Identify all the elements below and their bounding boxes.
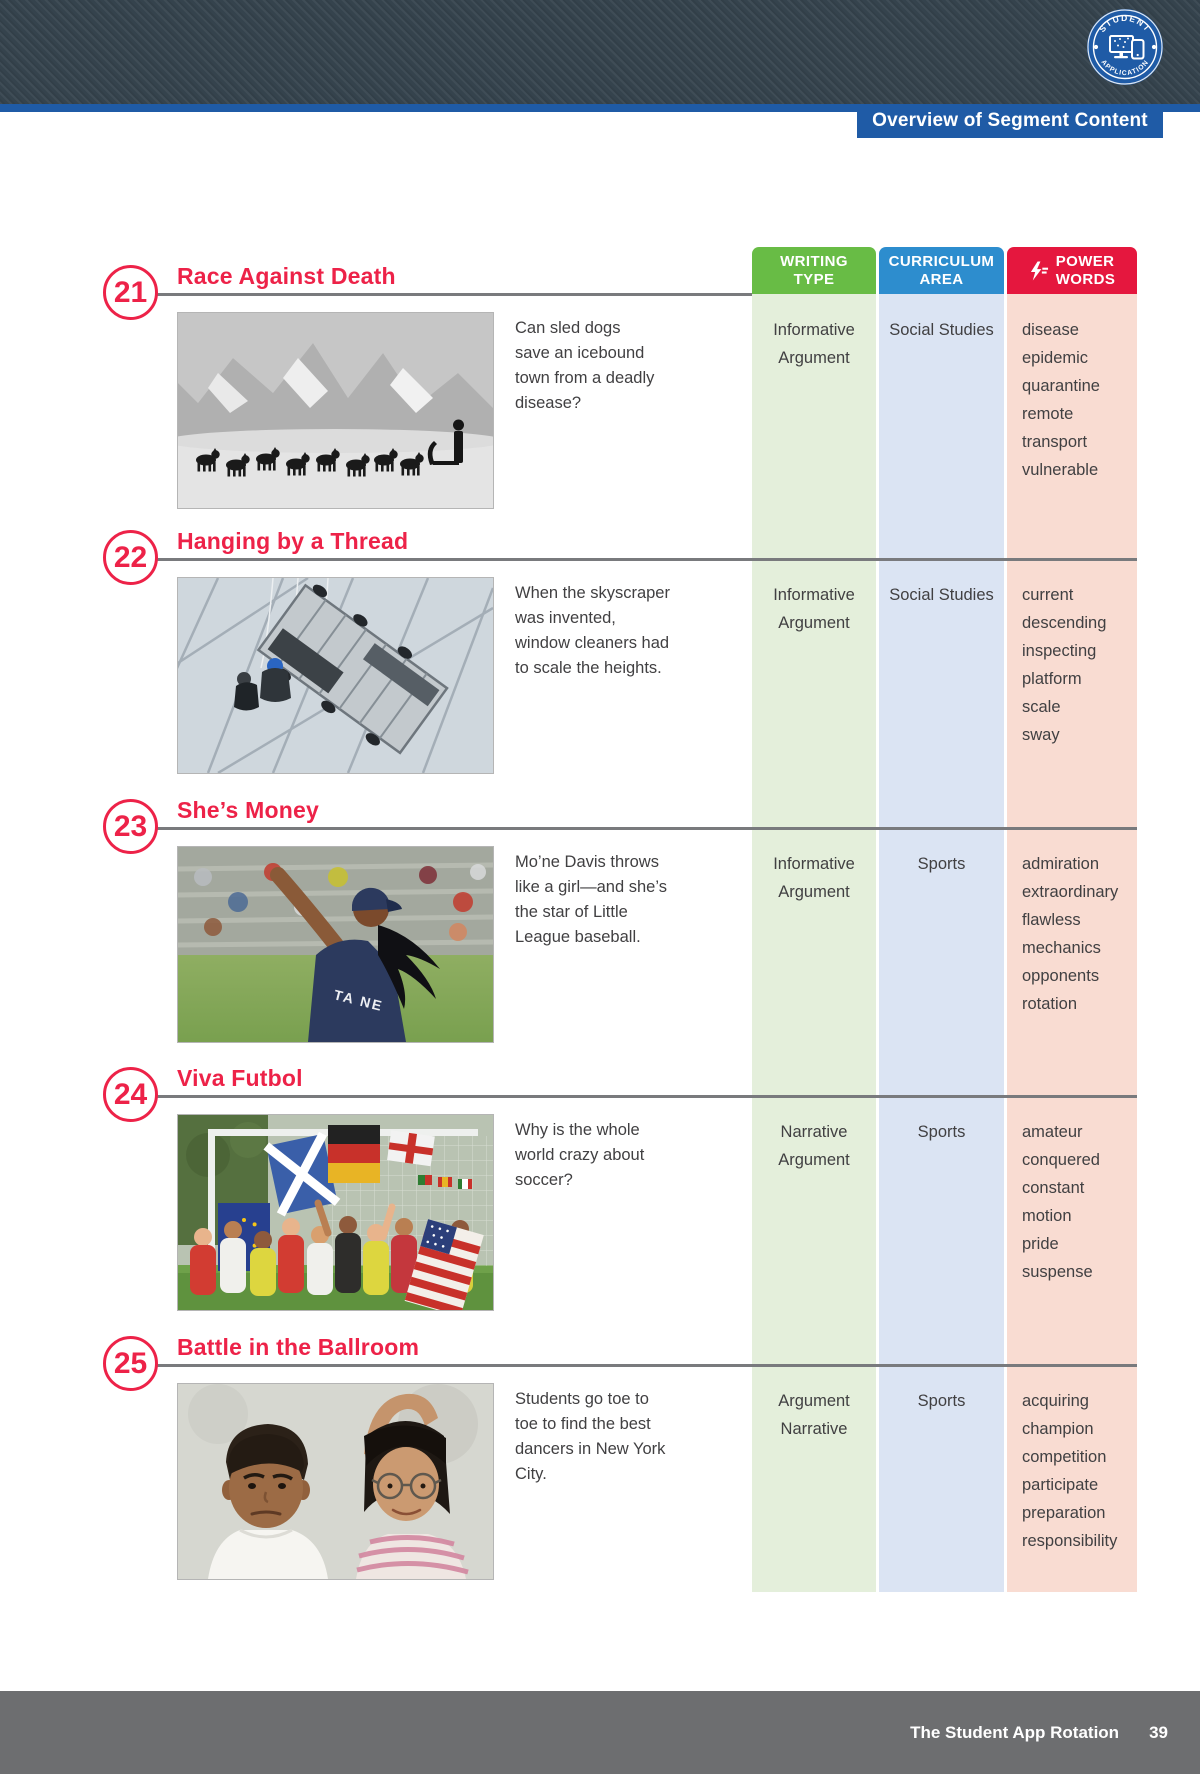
segment-description bbox=[515, 1387, 665, 1487]
divider-rule bbox=[140, 558, 1137, 561]
curriculum-area-value: Sports bbox=[917, 855, 966, 873]
power-word: rotation bbox=[1022, 995, 1078, 1013]
writing-type-value: Informative bbox=[773, 586, 855, 604]
curriculum-area-value: Sports bbox=[917, 1123, 966, 1141]
power-words-header-lines bbox=[1056, 253, 1116, 289]
power-word: transport bbox=[1022, 433, 1088, 451]
power-word: champion bbox=[1022, 1420, 1094, 1438]
power-word: motion bbox=[1022, 1207, 1072, 1225]
power-word: opponents bbox=[1022, 967, 1100, 985]
description-line: save an icebound bbox=[515, 344, 645, 362]
page-number: 39 bbox=[1149, 1722, 1168, 1742]
footer-title: The Student App Rotation bbox=[910, 1722, 1120, 1742]
segment-description bbox=[515, 581, 670, 681]
description-line: like a girl—and she’s bbox=[515, 878, 667, 896]
section-tagline-text: Overview of Segment Content bbox=[872, 110, 1148, 131]
description-line: soccer? bbox=[515, 1171, 573, 1189]
writing-type-value: Argument bbox=[778, 883, 850, 901]
power-words-header-line: WORDS bbox=[1055, 270, 1116, 288]
writing-type-cell bbox=[752, 1118, 876, 1174]
writing-type-cell bbox=[752, 1387, 876, 1443]
segment-number-badge bbox=[103, 530, 158, 585]
student-application-badge bbox=[1085, 7, 1165, 87]
writing-type-value: Argument bbox=[778, 614, 850, 632]
power-word: sway bbox=[1022, 726, 1060, 744]
photo-sled-dog-team bbox=[177, 312, 494, 509]
power-word: suspense bbox=[1022, 1263, 1093, 1281]
curriculum-area-header bbox=[879, 247, 1004, 294]
power-word: competition bbox=[1022, 1448, 1107, 1466]
segment-number: 25 bbox=[113, 1346, 148, 1380]
curriculum-area-value: Sports bbox=[917, 1392, 966, 1410]
curriculum-area-value: Social Studies bbox=[889, 586, 994, 604]
curriculum-area-cell bbox=[879, 1387, 1004, 1415]
power-word: disease bbox=[1022, 321, 1079, 339]
description-line: town from a deadly bbox=[515, 369, 655, 387]
power-word: flawless bbox=[1022, 911, 1081, 929]
segment-number: 21 bbox=[113, 275, 148, 309]
photo-window-cleaners bbox=[177, 577, 494, 774]
writing-type-value: Argument bbox=[778, 349, 850, 367]
segment-number: 22 bbox=[113, 540, 148, 574]
photo-baseball-pitcher bbox=[177, 846, 494, 1043]
divider-rule bbox=[140, 1364, 1137, 1367]
segment-title: Race Against Death bbox=[177, 263, 396, 289]
power-words-header bbox=[1007, 247, 1137, 294]
segment-22 bbox=[0, 518, 1200, 780]
description-line: City. bbox=[515, 1465, 547, 1483]
svg-text:TA NE: TA NE bbox=[332, 986, 386, 1015]
svg-text:APPLICATION: APPLICATION bbox=[1099, 58, 1151, 78]
writing-type-value: Narrative bbox=[780, 1123, 848, 1141]
power-word: amateur bbox=[1022, 1123, 1083, 1141]
segment-number: 24 bbox=[113, 1077, 148, 1111]
power-words-header-line: POWER bbox=[1055, 252, 1115, 270]
writing-type-value: Informative bbox=[773, 855, 855, 873]
segment-description bbox=[515, 1118, 644, 1193]
writing-type-value: Informative bbox=[773, 321, 855, 339]
description-line: When the skyscraper bbox=[515, 584, 670, 602]
segment-number-badge bbox=[103, 265, 158, 320]
writing-type-value: Narrative bbox=[780, 1420, 848, 1438]
power-word: current bbox=[1022, 586, 1074, 604]
divider-rule bbox=[140, 293, 752, 296]
power-words-cell bbox=[1022, 316, 1100, 484]
segment-number-badge bbox=[103, 799, 158, 854]
curriculum-area-cell bbox=[879, 1118, 1004, 1146]
description-line: Why is the whole bbox=[515, 1121, 640, 1139]
curriculum-area-cell bbox=[879, 581, 1004, 609]
power-word: inspecting bbox=[1022, 642, 1097, 660]
svg-text:STUDENT: STUDENT bbox=[1096, 13, 1154, 35]
segment-title: She’s Money bbox=[177, 797, 319, 823]
power-word: constant bbox=[1022, 1179, 1085, 1197]
description-line: the star of Little bbox=[515, 903, 628, 921]
description-line: Students go toe to bbox=[515, 1390, 649, 1408]
divider-rule bbox=[140, 1095, 1137, 1098]
power-word: conquered bbox=[1022, 1151, 1100, 1169]
power-words-cell bbox=[1022, 850, 1118, 1018]
segment-number-badge bbox=[103, 1067, 158, 1122]
description-line: Can sled dogs bbox=[515, 319, 621, 337]
power-words-cell bbox=[1022, 1387, 1117, 1555]
power-word: platform bbox=[1022, 670, 1082, 688]
description-line: disease? bbox=[515, 394, 582, 412]
description-line: toe to find the best bbox=[515, 1415, 651, 1433]
curriculum-area-cell bbox=[879, 316, 1004, 344]
power-word: admiration bbox=[1022, 855, 1100, 873]
description-line: was invented, bbox=[515, 609, 616, 627]
writing-type-header-line: TYPE bbox=[793, 270, 835, 288]
segment-24 bbox=[0, 1055, 1200, 1317]
power-word: quarantine bbox=[1022, 377, 1100, 395]
power-word: pride bbox=[1022, 1235, 1059, 1253]
power-word: acquiring bbox=[1022, 1392, 1089, 1410]
page-footer bbox=[0, 1691, 1200, 1774]
description-line: League baseball. bbox=[515, 928, 641, 946]
power-word: preparation bbox=[1022, 1504, 1106, 1522]
description-line: to scale the heights. bbox=[515, 659, 662, 677]
section-tagline bbox=[857, 104, 1163, 138]
curriculum-area-value: Social Studies bbox=[889, 321, 994, 339]
writing-type-header-line: WRITING bbox=[780, 252, 848, 270]
curriculum-area-cell bbox=[879, 850, 1004, 878]
power-word: remote bbox=[1022, 405, 1074, 423]
segment-25 bbox=[0, 1324, 1200, 1586]
writing-type-cell bbox=[752, 581, 876, 637]
power-word: participate bbox=[1022, 1476, 1099, 1494]
writing-type-value: Argument bbox=[778, 1151, 850, 1169]
power-words-cell bbox=[1022, 1118, 1100, 1286]
writing-type-header bbox=[752, 247, 876, 294]
segment-number-badge bbox=[103, 1336, 158, 1391]
segment-number: 23 bbox=[113, 809, 148, 843]
power-word: epidemic bbox=[1022, 349, 1089, 367]
segment-description bbox=[515, 850, 667, 950]
description-line: dancers in New York bbox=[515, 1440, 666, 1458]
description-line: window cleaners had bbox=[515, 634, 670, 652]
segment-title: Viva Futbol bbox=[177, 1065, 303, 1091]
segment-23 bbox=[0, 787, 1200, 1049]
power-word: extraordinary bbox=[1022, 883, 1119, 901]
photo-soccer-fans bbox=[177, 1114, 494, 1311]
power-word: vulnerable bbox=[1022, 461, 1099, 479]
power-word: descending bbox=[1022, 614, 1107, 632]
photo-two-young-dancers bbox=[177, 1383, 494, 1580]
power-words-cell bbox=[1022, 581, 1106, 749]
power-word: responsibility bbox=[1022, 1532, 1118, 1550]
power-word: mechanics bbox=[1022, 939, 1101, 957]
curriculum-area-header-line: AREA bbox=[919, 270, 964, 288]
curriculum-area-header-line: CURRICULUM bbox=[888, 252, 995, 270]
segment-description bbox=[515, 316, 654, 416]
power-word: scale bbox=[1022, 698, 1061, 716]
segment-title: Battle in the Ballroom bbox=[177, 1334, 420, 1360]
writing-type-value: Argument bbox=[778, 1392, 850, 1410]
description-line: world crazy about bbox=[515, 1146, 645, 1164]
lightning-bolt-icon bbox=[1029, 260, 1049, 282]
writing-type-cell bbox=[752, 316, 876, 372]
top-banner bbox=[0, 0, 1200, 104]
segment-title: Hanging by a Thread bbox=[177, 528, 409, 554]
writing-type-cell bbox=[752, 850, 876, 906]
description-line: Mo’ne Davis throws bbox=[515, 853, 659, 871]
divider-rule bbox=[140, 827, 1137, 830]
